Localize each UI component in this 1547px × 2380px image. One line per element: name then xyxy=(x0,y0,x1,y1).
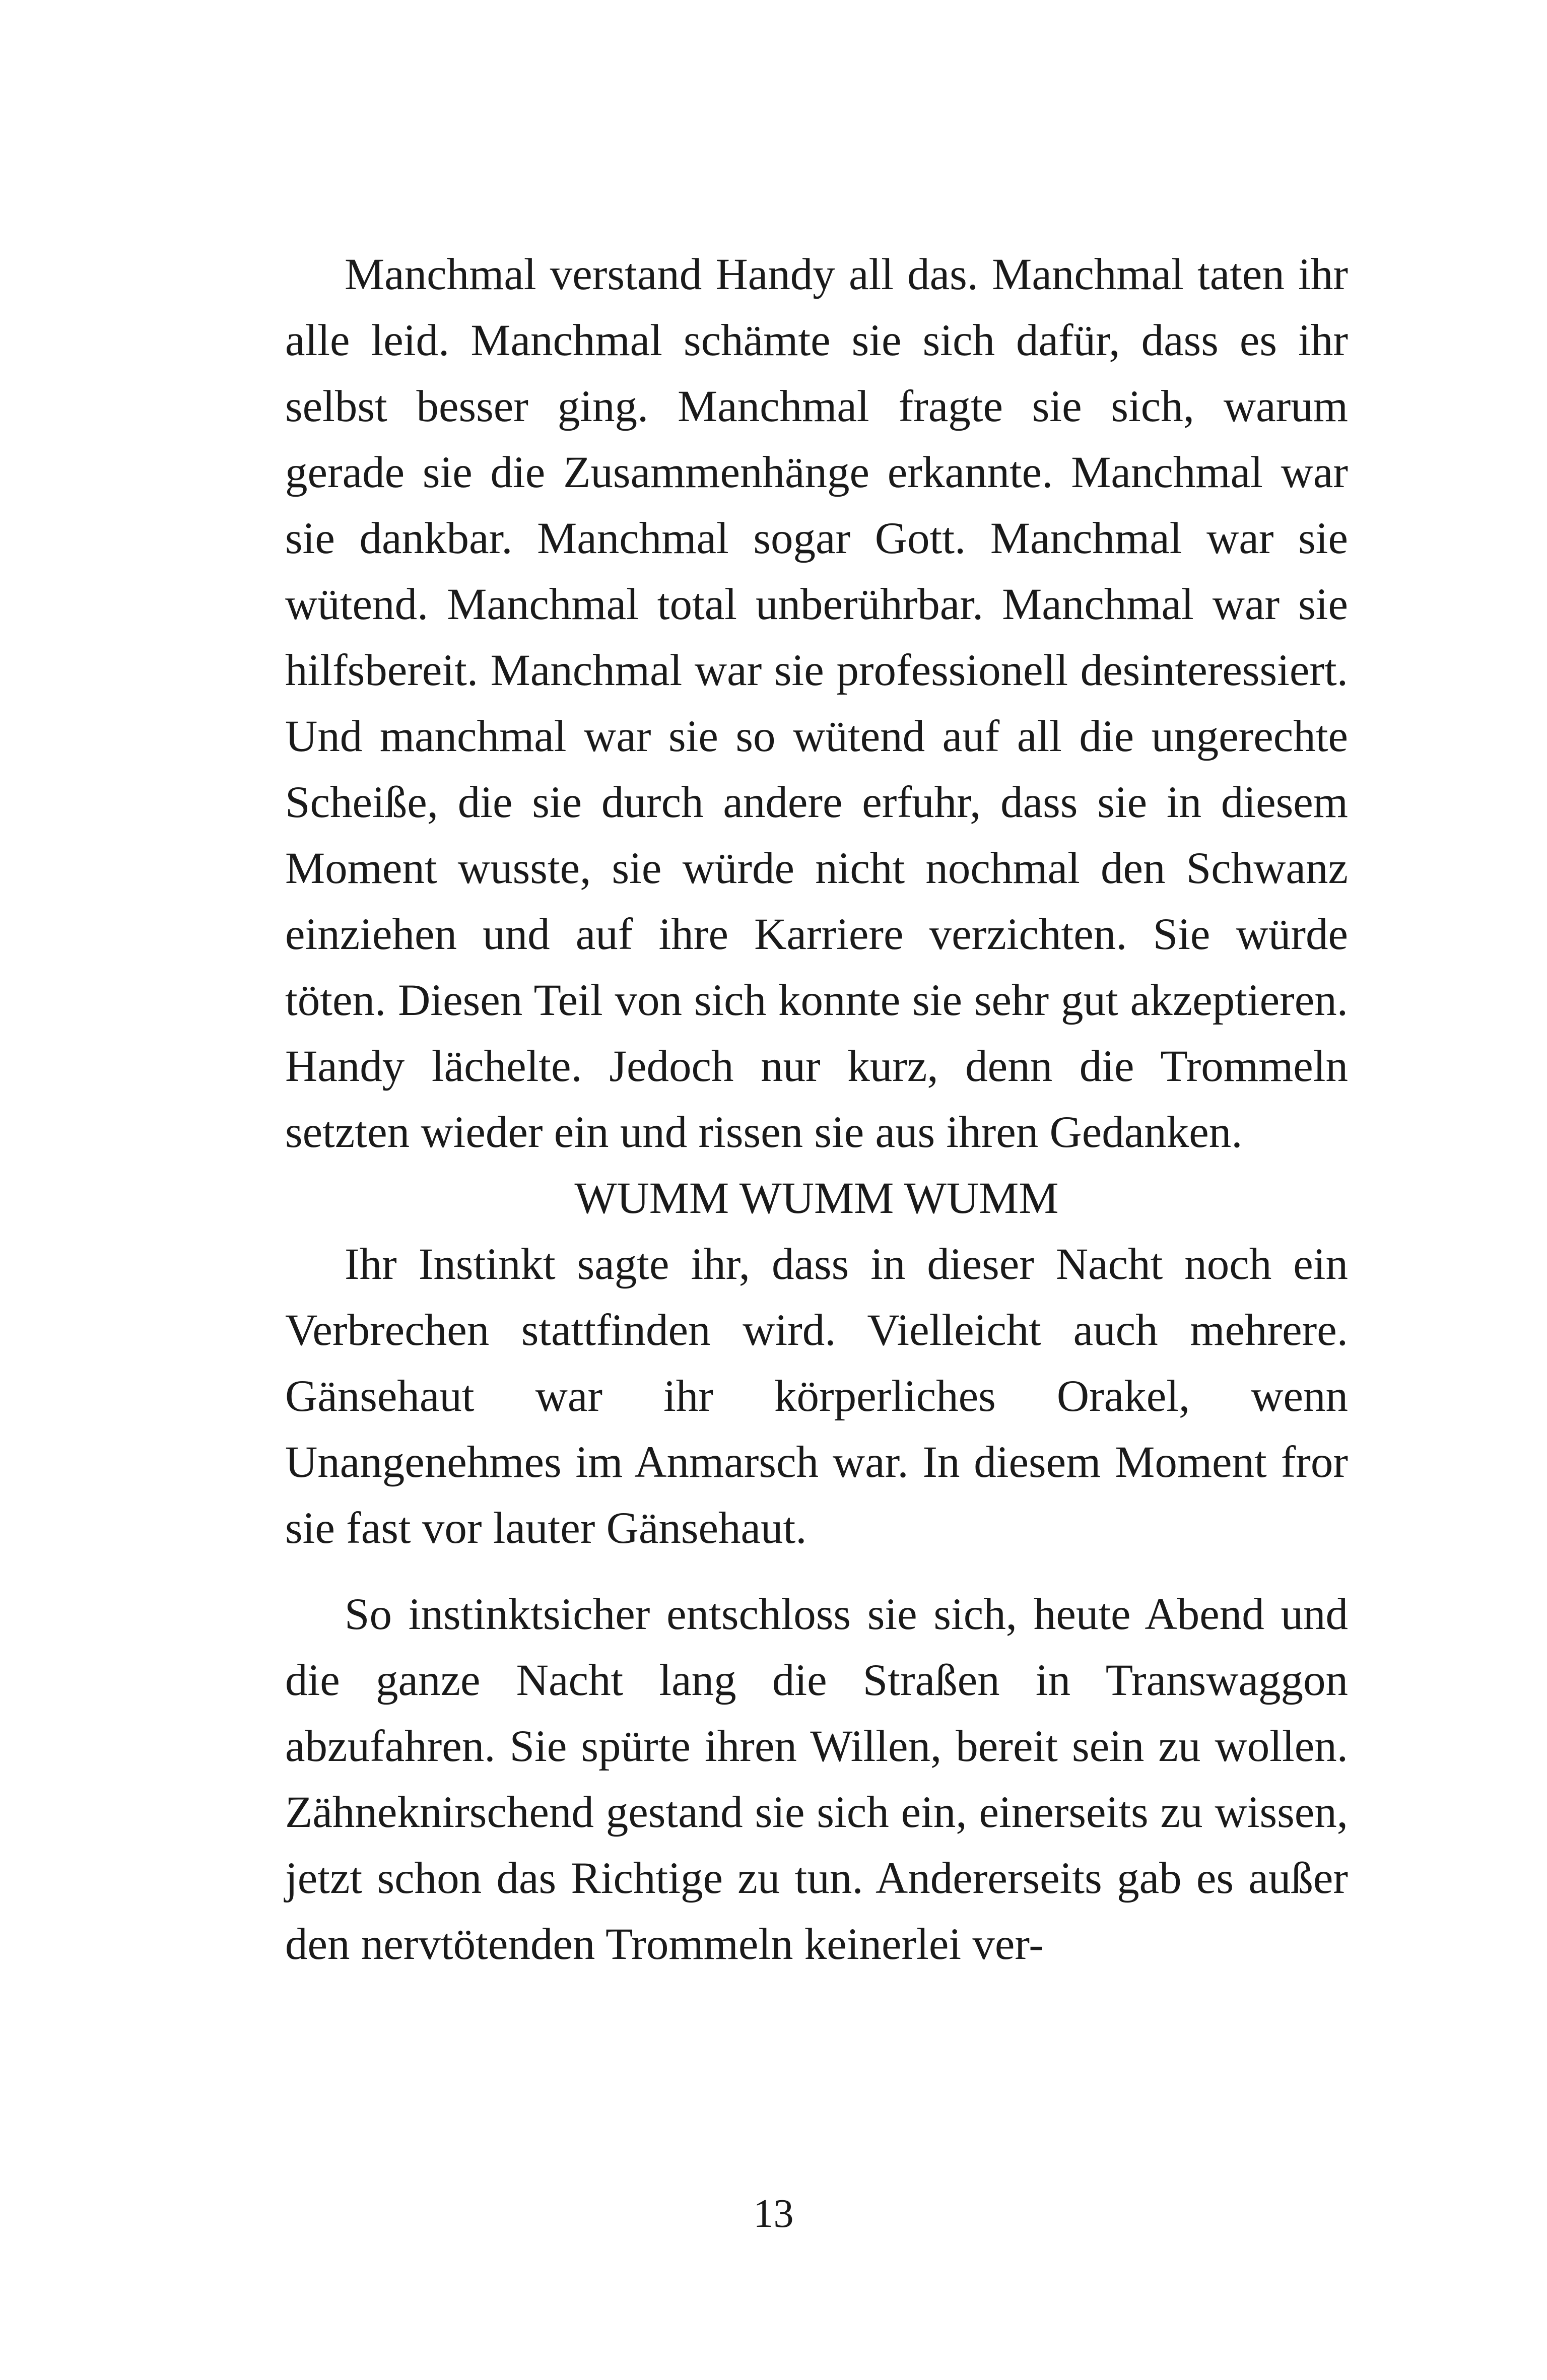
paragraph-3: So instinktsicher entschloss sie sich, heute Abend und die ganze Nacht lang die Straßen in Transwaggon abzufahren. Sie spürte ihren Willen, bereit sein zu wollen. Zähneknirschend gestand sie sich ein, einerseits zu wissen, jetzt schon das Richtige zu tun. Andererseits gab es außer den nervtötenden Trommeln keinerlei ver- xyxy=(285,1590,1348,1969)
drum-sound-line: WUMM WUMM WUMM xyxy=(574,1174,1059,1223)
paragraph-2: Ihr Instinkt sagte ihr, dass in dieser Nacht noch ein Verbrechen stattfinden wird. Vielleicht auch mehrere. Gänsehaut war ihr körperliches Orakel, wenn Unangenehmes im Anmarsch war. In diesem Moment fror sie fast vor lauter Gänsehaut. xyxy=(285,1240,1348,1553)
body-text xyxy=(285,242,1348,1978)
paragraph-1: Manchmal verstand Handy all das. Manchmal taten ihr alle leid. Manchmal schämte sie sich dafür, dass es ihr selbst besser ging. Manchmal fragte sie sich, warum gerade sie die Zusammenhänge erkannte. Manchmal war sie dankbar. Manchmal sogar Gott. Manchmal war sie wütend. Manchmal total unberührbar. Manchmal war sie hilfsbereit. Manchmal war sie professionell desinteressiert. Und manchmal war sie so wütend auf all die ungerechte Scheiße, die sie durch andere erfuhr, dass sie in diesem Moment wusste, sie würde nicht nochmal den Schwanz einziehen und auf ihre Karriere verzichten. Sie würde töten. Diesen Teil von sich konnte sie sehr gut akzeptieren. Handy lächelte. Jedoch nur kurz, denn die Trommeln setzten wieder ein und rissen sie aus ihren Gedanken. xyxy=(285,250,1348,1157)
page-number: 13 xyxy=(753,2192,794,2236)
